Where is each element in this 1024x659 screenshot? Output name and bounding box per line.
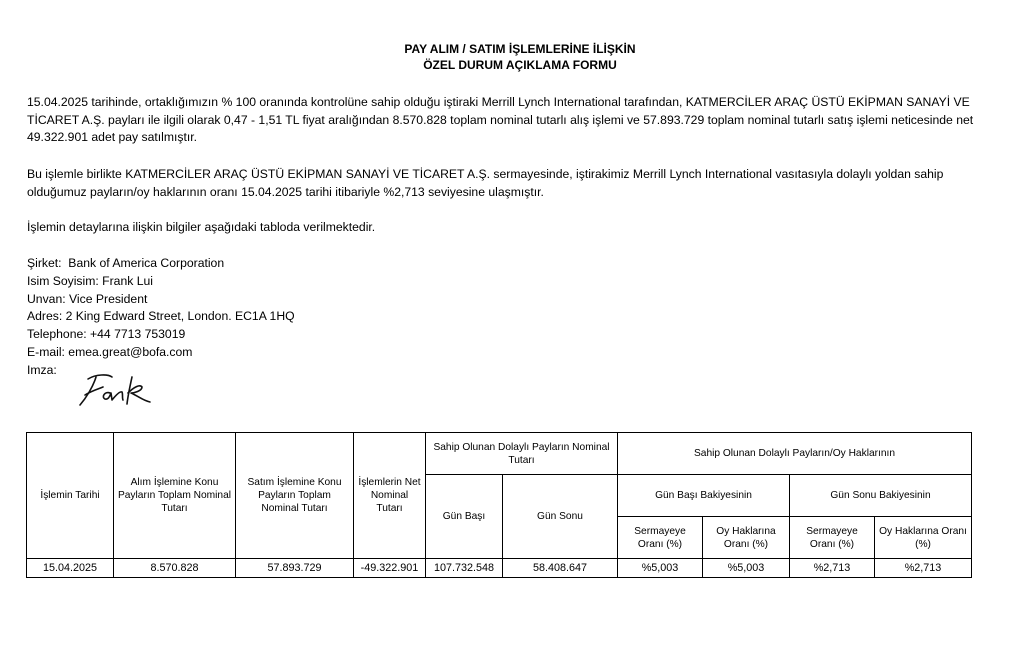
cell-capital-ratio-start: %5,003 [618, 559, 703, 578]
transaction-details-table [26, 432, 972, 578]
header-capital-ratio-start: Sermayeye Oranı (%) [618, 517, 703, 559]
signature-icon [76, 371, 156, 411]
cell-net-total: -49.322.901 [354, 559, 426, 578]
header-voting-ratio-end: Oy Haklarına Oranı (%) [875, 517, 972, 559]
header-nominal-day-end: Gün Sonu [503, 475, 618, 559]
contact-company: Şirket: Bank of America Corporation [27, 256, 225, 270]
contact-block [27, 255, 295, 380]
cell-transaction-date: 15.04.2025 [27, 559, 114, 578]
header-capital-ratio-end: Sermayeye Oranı (%) [790, 517, 875, 559]
table-row [27, 559, 972, 578]
contact-name: Isim Soyisim: Frank Lui [27, 273, 153, 288]
contact-email: E-mail: emea.great@bofa.com [27, 344, 193, 359]
paragraph-ownership-ratio: Bu işlemle birlikte KATMERCİLER ARAÇ ÜSTÜ EKİPMAN SANAYİ VE TİCARET A.Ş. sermayesinde, iştirakimiz Merrill Lynch International vasıtasıyla dolaylı yoldan sahip olduğumuz payların/oy haklarının oranı 15.04.2025 tarihi itibariyle %2,713 seviyesine ulaşmıştır. [27, 167, 944, 199]
cell-voting-ratio-end: %2,713 [875, 559, 972, 578]
cell-purchase-total: 8.570.828 [114, 559, 236, 578]
contact-address: Adres: 2 King Edward Street, London. EC1A 1HQ [27, 309, 295, 324]
header-indirect-ratio-group: Sahip Olunan Dolaylı Payların/Oy Haklarının [618, 433, 972, 475]
header-purchase-total: Alım İşlemine Konu Payların Toplam Nominal Tutarı [114, 433, 236, 559]
header-start-balance: Gün Başı Bakiyesinin [618, 475, 790, 517]
paragraph-transaction-summary: 15.04.2025 tarihinde, ortaklığımızın % 100 oranında kontrolüne sahip olduğu iştiraki Merrill Lynch International tarafından, KATMERCİLER ARAÇ ÜSTÜ EKİPMAN SANAYİ VE TİCARET A.Ş. payları ile ilgili olarak 0,47 - 1,51 TL fiyat aralığından 8.570.828 toplam nominal tutarlı alış işlemi ve 57.893.729 toplam nominal tutarlı satış işlemi neticesinde net 49.322.901 adet pay satılmıştır. [27, 95, 974, 144]
signature-label: Imza: [27, 362, 57, 377]
header-end-balance: Gün Sonu Bakiyesinin [790, 475, 972, 517]
title-line-2: ÖZEL DURUM AÇIKLAMA FORMU [423, 58, 617, 72]
cell-nominal-day-end: 58.408.647 [503, 559, 618, 578]
page-title [0, 41, 1024, 73]
header-indirect-nominal-group: Sahip Olunan Dolaylı Payların Nominal Tutarı [426, 433, 618, 475]
contact-title: Unvan: Vice President [27, 291, 148, 306]
paragraph-table-intro: İşlemin detaylarına ilişkin bilgiler aşağıdaki tabloda verilmektedir. [27, 220, 376, 234]
header-net-total: İşlemlerin Net Nominal Tutarı [354, 433, 426, 559]
header-transaction-date: İşlemin Tarihi [27, 433, 114, 559]
cell-capital-ratio-end: %2,713 [790, 559, 875, 578]
header-nominal-day-start: Gün Başı [426, 475, 503, 559]
header-voting-ratio-start: Oy Haklarına Oranı (%) [703, 517, 790, 559]
header-sale-total: Satım İşlemine Konu Payların Toplam Nominal Tutarı [236, 433, 354, 559]
cell-voting-ratio-start: %5,003 [703, 559, 790, 578]
cell-nominal-day-start: 107.732.548 [426, 559, 503, 578]
cell-sale-total: 57.893.729 [236, 559, 354, 578]
contact-telephone: Telephone: +44 7713 753019 [27, 327, 186, 342]
title-line-1: PAY ALIM / SATIM İŞLEMLERİNE İLİŞKİN [404, 42, 636, 56]
